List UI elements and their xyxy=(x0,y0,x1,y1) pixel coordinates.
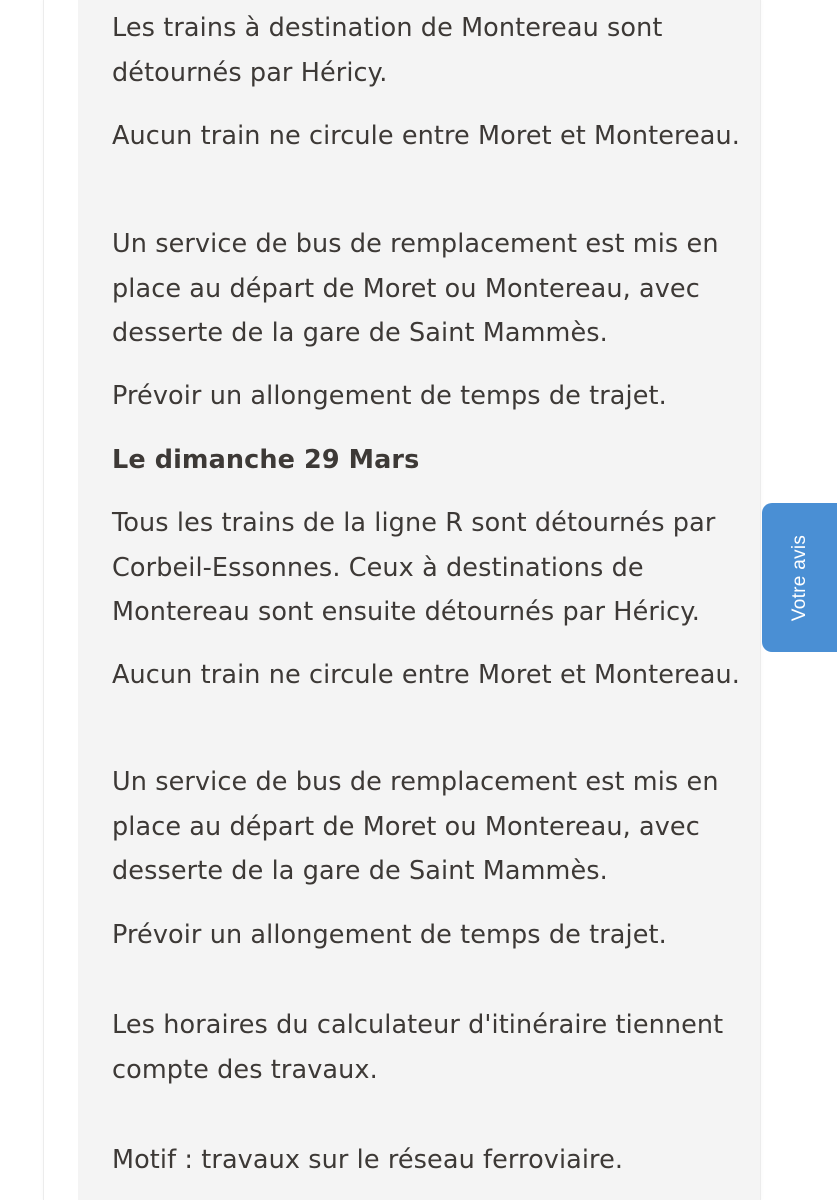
reason-paragraph: Motif : travaux sur le réseau ferroviaire. xyxy=(112,1145,624,1175)
feedback-tab-label: Votre avis xyxy=(788,534,810,621)
detour-paragraph: Les trains à destination de Montereau sont détournés par Héricy. xyxy=(112,13,663,88)
sunday-detour-paragraph: Tous les trains de la ligne R sont détournés par Corbeil-Essonnes. Ceux à destinations de Montereau sont ensuite détournés par Héricy. xyxy=(112,508,716,627)
travel-time-paragraph: Prévoir un allongement de temps de trajet. xyxy=(112,381,667,411)
no-train-paragraph: Aucun train ne circule entre Moret et Montereau. xyxy=(112,121,740,151)
sunday-replacement-bus-paragraph: Un service de bus de remplacement est mis en place au départ de Moret ou Montereau, avec desserte de la gare de Saint Mammès. xyxy=(112,767,719,886)
sunday-travel-time-paragraph: Prévoir un allongement de temps de trajet. xyxy=(112,920,667,950)
feedback-tab-button[interactable] xyxy=(762,503,837,652)
replacement-bus-paragraph: Un service de bus de remplacement est mis en place au départ de Moret ou Montereau, avec desserte de la gare de Saint Mammès. xyxy=(112,229,719,348)
sunday-no-train-paragraph: Aucun train ne circule entre Moret et Montereau. xyxy=(112,660,740,690)
section-heading-sunday: Le dimanche 29 Mars xyxy=(112,445,420,475)
timetable-note-paragraph: Les horaires du calculateur d'itinéraire tiennent compte des travaux. xyxy=(112,1010,724,1085)
